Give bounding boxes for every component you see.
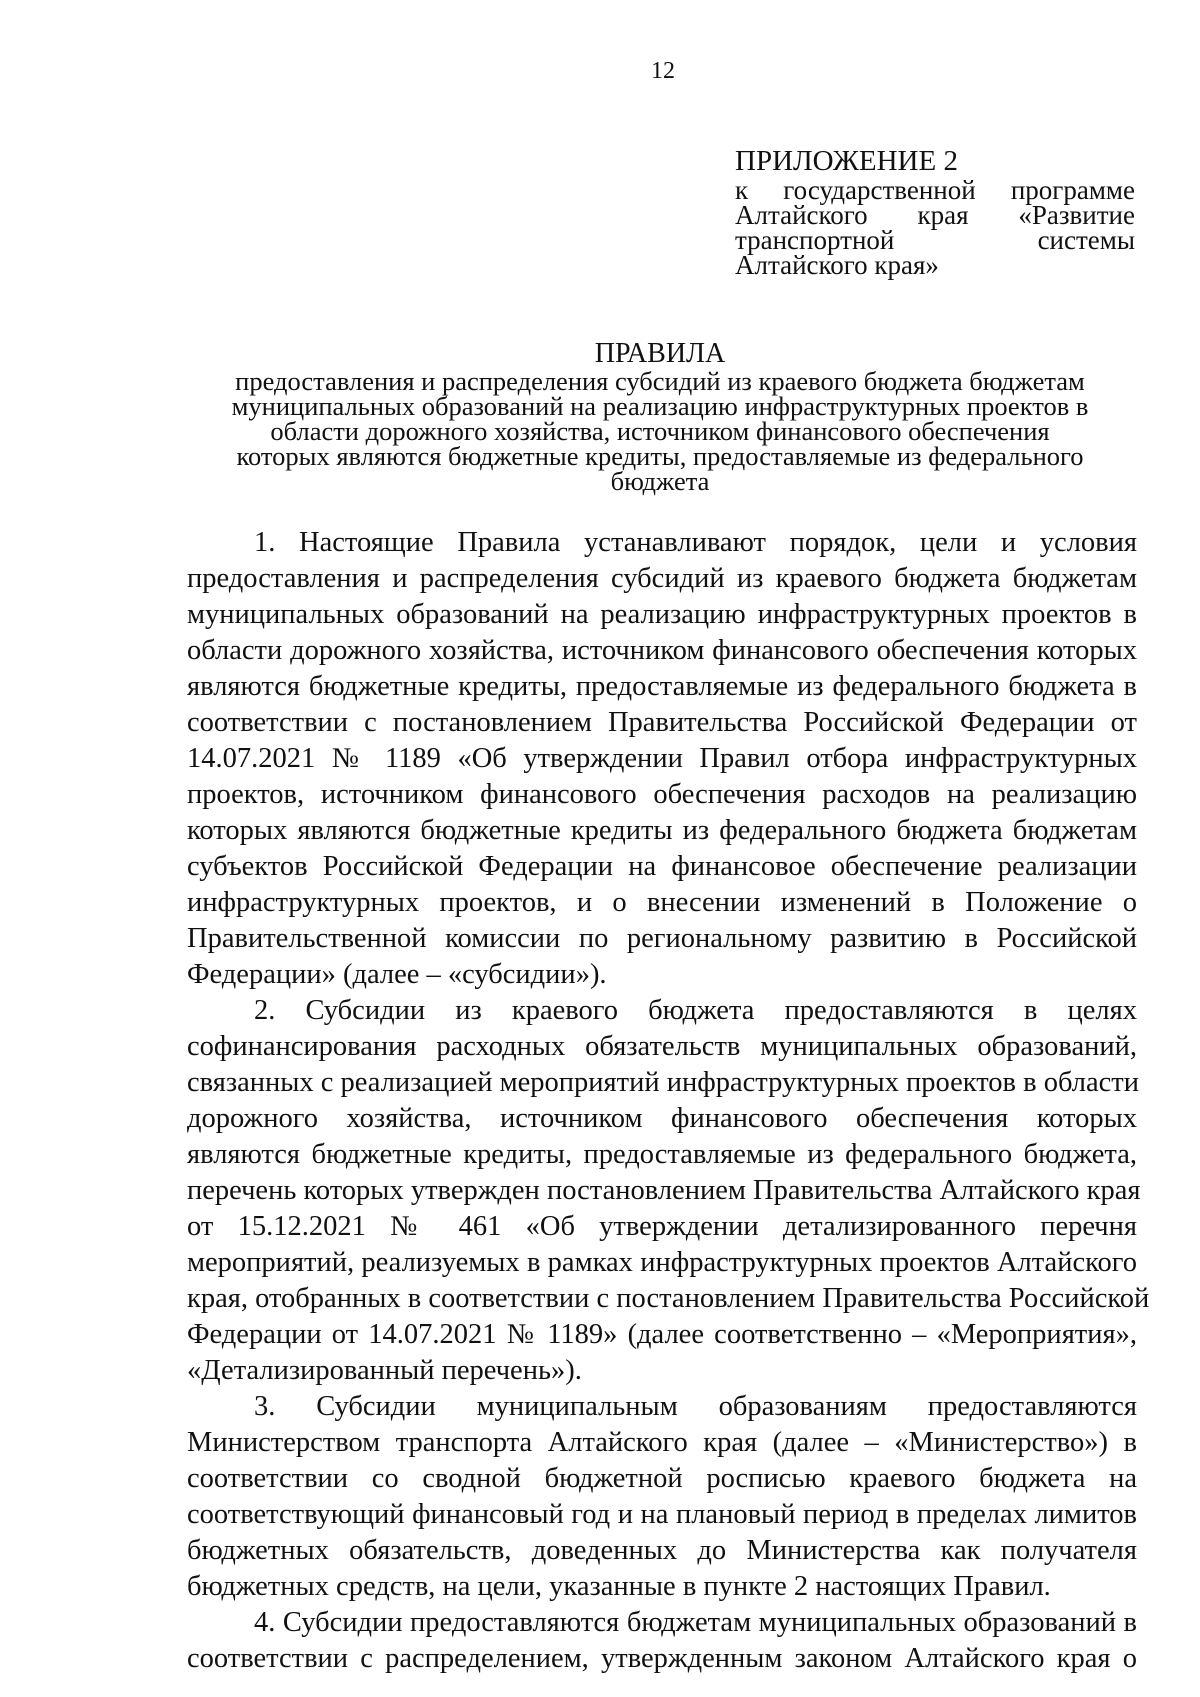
rules-subtitle-line: которых являются бюджетные кредиты, предоставляемые из федерального <box>236 441 1084 471</box>
paragraph-line: проектов, источником финансового обеспечения расходов на реализацию <box>187 779 1137 810</box>
paragraph-p2 <box>187 993 1150 1389</box>
paragraph-line: мероприятий, реализуемых в рамках инфраструктурных проектов Алтайского <box>187 1247 1137 1278</box>
paragraph-line: «Детализированный перечень»). <box>187 1355 582 1386</box>
appendix-line: транспортной системы <box>735 225 1135 255</box>
paragraph-line: являются бюджетные кредиты, предоставляемые из федерального бюджета, <box>187 1139 1137 1170</box>
paragraph-line: 4. Субсидии предоставляются бюджетам муниципальных образований в <box>254 1607 1137 1638</box>
paragraph-line: 2. Субсидии из краевого бюджета предоставляются в целях <box>254 995 1137 1026</box>
appendix-line: к государственной программе <box>735 175 1135 205</box>
paragraph-line: муниципальных образований на реализацию инфраструктурных проектов в <box>187 599 1137 630</box>
appendix-title: ПРИЛОЖЕНИЕ 2 <box>735 145 958 177</box>
paragraph-line: области дорожного хозяйства, источником финансового обеспечения которых <box>187 635 1137 666</box>
paragraph-p4 <box>187 1605 1137 1677</box>
document-body <box>187 525 1150 1677</box>
rules-subtitle-line: предоставления и распределения субсидий из краевого бюджета бюджетам <box>235 366 1085 396</box>
paragraph-line: от 15.12.2021 № 461 «Об утверждении детализированного перечня <box>187 1211 1137 1242</box>
paragraph-line: Правительственной комиссии по региональному развитию в Российской <box>187 923 1137 954</box>
paragraph-line: бюджетных обязательств, доведенных до Министерства как получателя <box>187 1535 1137 1566</box>
paragraph-line: края, отобранных в соответствии с постановлением Правительства Российской <box>187 1283 1150 1314</box>
paragraph-line: дорожного хозяйства, источником финансового обеспечения которых <box>187 1103 1137 1134</box>
paragraph-line: Федерации от 14.07.2021 № 1189» (далее соответственно – «Мероприятия», <box>187 1319 1137 1350</box>
paragraph-p3 <box>187 1389 1137 1605</box>
paragraph-line: бюджетных средств, на цели, указанные в пункте 2 настоящих Правил. <box>187 1571 1051 1602</box>
paragraph-line: субъектов Российской Федерации на финансовое обеспечение реализации <box>187 851 1137 882</box>
paragraph-line: софинансирования расходных обязательств муниципальных образований, <box>187 1031 1137 1062</box>
paragraph-line: предоставления и распределения субсидий из краевого бюджета бюджетам <box>187 563 1137 594</box>
paragraph-line: перечень которых утвержден постановлением Правительства Алтайского края <box>187 1175 1141 1206</box>
rules-subtitle-line: муниципальных образований на реализацию инфраструктурных проектов в <box>231 391 1089 421</box>
rules-subtitle-line: области дорожного хозяйства, источником финансового обеспечения <box>270 416 1050 446</box>
paragraph-line: 14.07.2021 № 1189 «Об утверждении Правил отбора инфраструктурных <box>187 743 1137 774</box>
paragraph-line: 1. Настоящие Правила устанавливают порядок, цели и условия <box>254 527 1137 558</box>
paragraph-line: соответствии с постановлением Правительства Российской Федерации от <box>187 707 1137 738</box>
page-number: 12 <box>651 58 675 84</box>
paragraph-line: которых являются бюджетные кредиты из федерального бюджета бюджетам <box>187 815 1137 846</box>
paragraph-line: соответствующий финансовый год и на плановый период в пределах лимитов <box>187 1499 1137 1530</box>
rules-subtitle <box>180 366 1140 496</box>
paragraph-line: 3. Субсидии муниципальным образованиям предоставляются <box>254 1391 1137 1422</box>
rules-title: ПРАВИЛА <box>594 338 726 369</box>
paragraph-line: являются бюджетные кредиты, предоставляемые из федерального бюджета в <box>187 671 1137 702</box>
paragraph-line: Федерации» (далее – «субсидии»). <box>187 959 607 990</box>
appendix-line: Алтайского края» <box>735 250 939 280</box>
paragraph-line: связанных с реализацией мероприятий инфраструктурных проектов в области <box>187 1067 1139 1098</box>
paragraph-line: Министерством транспорта Алтайского края (далее – «Министерство») в <box>187 1427 1137 1458</box>
paragraph-p1 <box>187 525 1137 993</box>
rules-subtitle-line: бюджета <box>610 466 710 496</box>
appendix-line: Алтайского края «Развитие <box>735 200 1135 230</box>
paragraph-line: инфраструктурных проектов, и о внесении изменений в Положение о <box>187 887 1137 918</box>
paragraph-line: соответствии с распределением, утвержденным законом Алтайского края о <box>187 1643 1137 1674</box>
paragraph-line: соответствии со сводной бюджетной росписью краевого бюджета на <box>187 1463 1137 1494</box>
appendix-header <box>735 144 1135 278</box>
